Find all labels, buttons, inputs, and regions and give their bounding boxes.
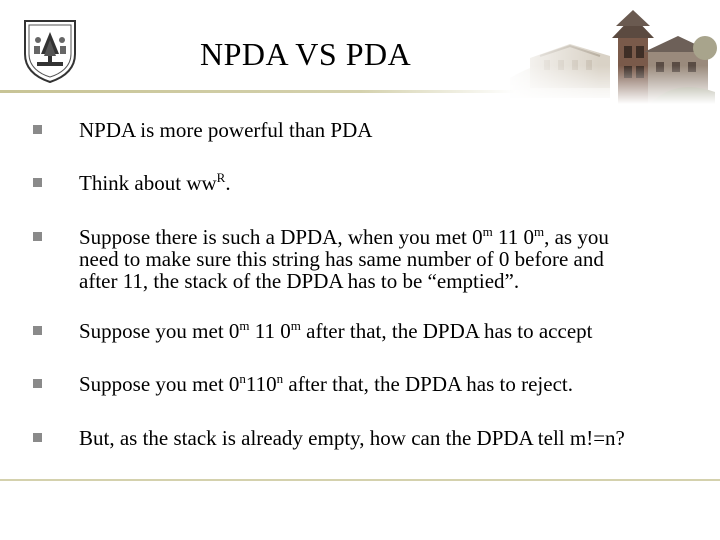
bullet-line	[79, 248, 609, 270]
text-run: after 11, the stack of the DPDA has to be “emptied”.	[79, 269, 520, 293]
bullet-item	[79, 427, 625, 449]
superscript: m	[533, 224, 545, 239]
text-run: Suppose there is such a DPDA, when you met 0	[79, 225, 483, 249]
bullet-marker	[33, 379, 42, 388]
superscript: m	[482, 224, 493, 239]
bullet-item	[79, 119, 372, 141]
text-run: .	[225, 171, 231, 195]
bullet-marker	[33, 125, 42, 134]
text-run: Think about ww	[79, 171, 217, 195]
superscript: m	[290, 318, 301, 333]
bullet-line	[79, 320, 592, 342]
footer-divider	[0, 479, 720, 481]
bullet-item	[79, 172, 231, 194]
superscript: n	[239, 371, 246, 386]
bullet-marker	[33, 232, 42, 241]
text-run: , as you	[544, 225, 609, 249]
superscript: m	[239, 318, 250, 333]
bullet-line	[79, 270, 609, 292]
bullet-line	[79, 172, 231, 194]
bullet-line	[79, 373, 573, 395]
text-run: 11 0	[492, 225, 534, 249]
bullet-marker	[33, 178, 42, 187]
bullet-item	[79, 373, 573, 395]
text-run: after that, the DPDA has to accept	[300, 319, 593, 343]
header-divider	[0, 90, 515, 93]
superscript: n	[276, 371, 284, 386]
text-run: Suppose you met 0	[79, 372, 240, 396]
text-run: 110	[245, 372, 277, 396]
bullet-item	[79, 226, 609, 292]
bullet-marker	[33, 433, 42, 442]
text-run: need to make sure this string has same number of 0 before and	[79, 247, 604, 271]
bullet-marker	[33, 326, 42, 335]
text-run: Suppose you met 0	[79, 319, 240, 343]
text-run: NPDA is more powerful than PDA	[79, 118, 373, 142]
bullet-line	[79, 119, 372, 141]
text-run: 11 0	[249, 319, 291, 343]
text-run: after that, the DPDA has to reject.	[283, 372, 573, 396]
text-run: But, as the stack is already empty, how can the DPDA tell m!=n?	[79, 426, 625, 450]
university-seal-icon	[22, 18, 78, 84]
superscript: R	[216, 170, 226, 185]
bullet-line	[79, 226, 609, 248]
bullet-item	[79, 320, 592, 342]
slide-title: NPDA VS PDA	[200, 36, 412, 72]
bullet-line	[79, 427, 625, 449]
campus-tower-image	[500, 8, 720, 104]
